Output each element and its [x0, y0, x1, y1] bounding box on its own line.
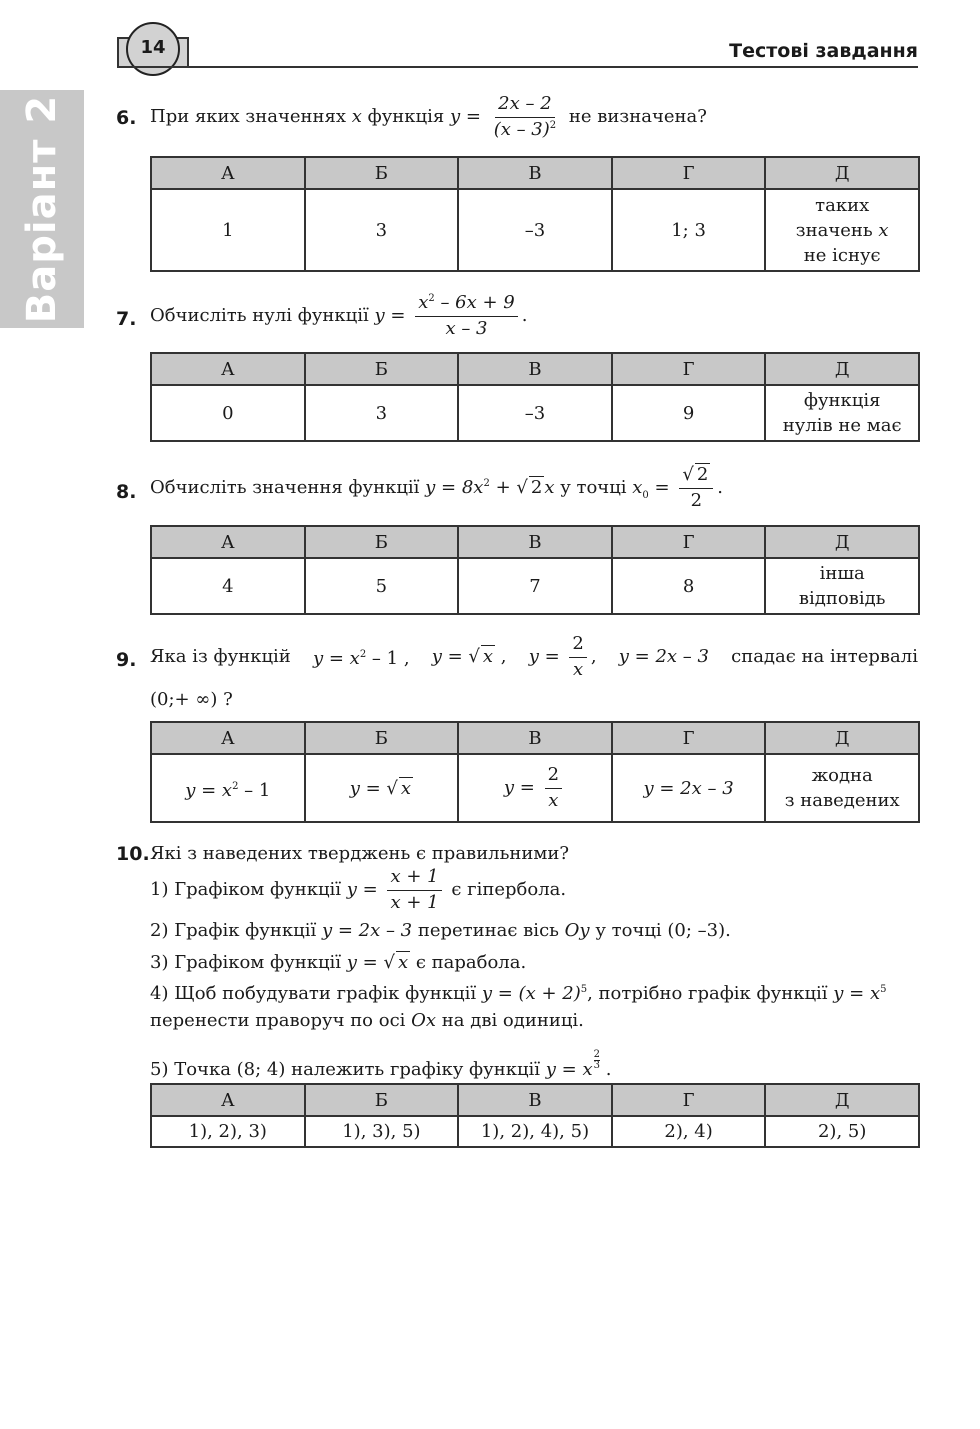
q6-header-v: В	[458, 157, 612, 189]
q10-header-a: А	[151, 1084, 305, 1116]
q9-interval: (0;+ ∞) ?	[150, 689, 233, 710]
q6-answer-b[interactable]: 3	[305, 189, 459, 271]
q10-text: Які з наведених тверджень є правильними?	[150, 843, 570, 864]
q10-statement-4-cont: перенести праворуч по осі Ox на дві одиниці.	[150, 1010, 584, 1031]
q8-number: 8.	[116, 481, 137, 503]
q9-answer-b[interactable]: y = √ x	[305, 754, 459, 822]
q9-header-v: В	[458, 722, 612, 754]
q9-header-g: Г	[612, 722, 766, 754]
q10-answer-table	[150, 1083, 920, 1148]
q9-text: Яка із функцій $y = x^2 - 1$ , y = √ x , y = $\frac{2}{x}$ , y = 2x – 3 спадає на інтервалі	[150, 633, 918, 680]
q7-answer-a[interactable]: 0	[151, 385, 305, 441]
q6-header-a: А	[151, 157, 305, 189]
q9-answer-g[interactable]: y = 2x – 3	[612, 754, 766, 822]
q8-header-b: Б	[305, 526, 459, 558]
q10-header-v: В	[458, 1084, 612, 1116]
q6-header-g: Г	[612, 157, 766, 189]
q7-answer-b[interactable]: 3	[305, 385, 459, 441]
q7-header-d: Д	[765, 353, 919, 385]
q10-header-g: Г	[612, 1084, 766, 1116]
q6-answer-g[interactable]: 1; 3	[612, 189, 766, 271]
q10-statement-2: 2) Графік функції y = 2x – 3 перетинає вісь Oy у точці (0; –3).	[150, 920, 731, 941]
q9-answer-d[interactable]: жодна з наведених	[765, 754, 919, 822]
header-title: Тестові завдання	[729, 40, 918, 62]
q10-header-b: Б	[305, 1084, 459, 1116]
q7-fraction: $\frac{x^2 - 6x + 9}{x - 3}$	[415, 293, 518, 339]
q10-answer-d[interactable]: 2), 5)	[765, 1116, 919, 1147]
q10-answer-g[interactable]: 2), 4)	[612, 1116, 766, 1147]
q6-answer-a[interactable]: 1	[151, 189, 305, 271]
q7-number: 7.	[116, 308, 137, 330]
q8-header-v: В	[458, 526, 612, 558]
q8-text: Обчисліть значення функції $y = 8x^2$ + √ 2 x у точці $x_0$ = $\frac{√ 2}{2}$ .	[150, 464, 723, 511]
q8-header-d: Д	[765, 526, 919, 558]
q6-header-b: Б	[305, 157, 459, 189]
q10-statement-5: 5) Точка (8; 4) належить графіку функції y = x $\frac{2}{3}$ .	[150, 1049, 612, 1080]
q7-header-g: Г	[612, 353, 766, 385]
q8-header-a: А	[151, 526, 305, 558]
q6-number: 6.	[116, 107, 137, 129]
q6-answer-d[interactable]: таких значень x не існує	[765, 189, 919, 271]
q6-text: При яких значеннях x функція y = $\frac{2x - 2}{(x - 3)^2}$ не визначена?	[150, 93, 707, 140]
q10-answer-b[interactable]: 1), 3), 5)	[305, 1116, 459, 1147]
q9-header-a: А	[151, 722, 305, 754]
q10-statement-3: 3) Графіком функції y = √ x є парабола.	[150, 952, 527, 973]
q7-text: Обчисліть нулі функції y = $\frac{x^2 - 6x + 9}{x - 3}$ .	[150, 292, 528, 339]
q8-fraction: $\frac{√ 2}{2}$	[679, 465, 713, 511]
q10-answer-a[interactable]: 1), 2), 3)	[151, 1116, 305, 1147]
variant-label: Варіант 2	[19, 94, 65, 324]
q6-answer-table	[150, 156, 920, 272]
q9-header-d: Д	[765, 722, 919, 754]
q7-answer-table	[150, 352, 920, 442]
q9-answer-table	[150, 721, 920, 823]
q10-statement-1: 1) Графіком функції y = $\frac{x + 1}{x + 1}$ є гіпербола.	[150, 866, 567, 913]
page-number: 14	[140, 37, 166, 58]
q6-header-d: Д	[765, 157, 919, 189]
q7-header-b: Б	[305, 353, 459, 385]
header-rule	[117, 66, 918, 68]
q7-header-v: В	[458, 353, 612, 385]
q7-header-a: А	[151, 353, 305, 385]
q10-answer-v[interactable]: 1), 2), 4), 5)	[458, 1116, 612, 1147]
q9-answer-a[interactable]: $y = x^2 - 1$	[151, 754, 305, 822]
q8-answer-d[interactable]: інша відповідь	[765, 558, 919, 614]
q10-number: 10.	[116, 843, 150, 865]
q9-answer-v[interactable]: y = $\frac{2}{x}$	[458, 754, 612, 822]
q8-answer-a[interactable]: 4	[151, 558, 305, 614]
q7-answer-d[interactable]: функція нулів не має	[765, 385, 919, 441]
q8-header-g: Г	[612, 526, 766, 558]
q9-header-b: Б	[305, 722, 459, 754]
q7-answer-g[interactable]: 9	[612, 385, 766, 441]
q9-number: 9.	[116, 649, 137, 671]
q8-answer-g[interactable]: 8	[612, 558, 766, 614]
q10-statement-4: 4) Щоб побудувати графік функції $y = (x + 2)^5$, потрібно графік функції $y = x^5$	[150, 983, 887, 1004]
q10-header-d: Д	[765, 1084, 919, 1116]
q6-answer-v[interactable]: –3	[458, 189, 612, 271]
q8-answer-b[interactable]: 5	[305, 558, 459, 614]
q8-answer-v[interactable]: 7	[458, 558, 612, 614]
q6-fraction: $\frac{2x - 2}{(x - 3)^2}$	[493, 93, 557, 140]
q7-answer-v[interactable]: –3	[458, 385, 612, 441]
q8-answer-table	[150, 525, 920, 615]
